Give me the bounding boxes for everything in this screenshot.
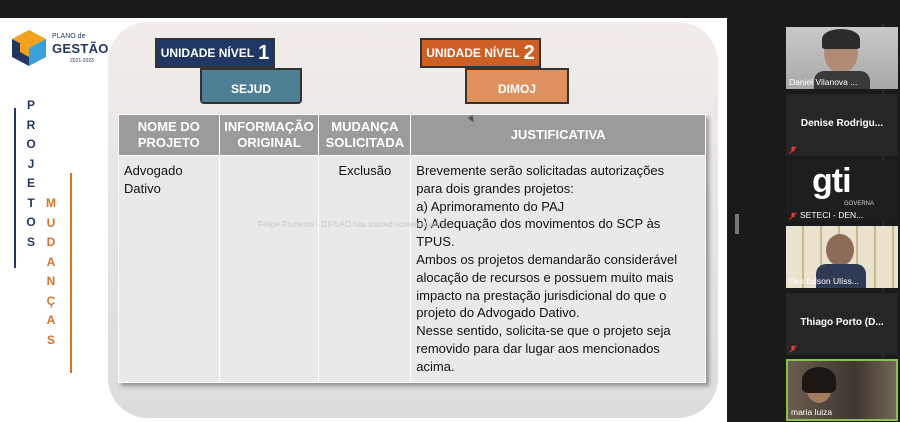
cell-requested-change: Exclusão [319, 156, 411, 383]
letter: S [26, 234, 35, 249]
cell-justification [411, 156, 706, 383]
headset-icon [822, 29, 860, 49]
justification-line: alocação de recursos e possuem muito mais [416, 269, 674, 285]
participant-name: Daniel Vilanova ... [789, 77, 858, 87]
project-name-line: Advogado [124, 163, 183, 178]
letter: J [27, 156, 35, 171]
letter: E [26, 176, 35, 190]
participant-tile[interactable] [786, 27, 898, 89]
header-informacao-original [219, 115, 319, 156]
unit1-name-box [200, 68, 302, 104]
letter: A [46, 254, 56, 269]
logo-top-text: PLANO de [52, 33, 86, 40]
letter: M [46, 196, 56, 210]
unit1-label-box [155, 38, 275, 68]
letter: Ç [46, 293, 56, 308]
vertical-word-projetos [24, 96, 38, 252]
justification-line: TPUS. [416, 234, 455, 250]
header-mudanca-solicitada [319, 115, 411, 156]
unit1-name: SEJUD [230, 82, 271, 96]
letter: U [46, 215, 56, 230]
participant-tile-active-speaker[interactable] [786, 359, 898, 421]
vertical-line-blue [14, 108, 16, 268]
participant-tile[interactable] [786, 226, 898, 288]
header-nome-do-projeto [119, 115, 220, 156]
letter: O [26, 215, 36, 229]
unit2-name: DIMOJ [497, 82, 536, 96]
header-text: ORIGINAL [237, 135, 301, 150]
letter: S [46, 332, 55, 347]
justification-line: Nesse sentido, solicita-se que o projeto seja [416, 323, 671, 339]
cell-project-name [119, 156, 220, 383]
participant-name: Thiago Porto (D... [800, 317, 884, 328]
table-row [119, 156, 706, 383]
cube-logo-icon [10, 28, 48, 68]
header-justificativa: JUSTIFICATIVA [411, 115, 706, 156]
participant-name: maria luiza [791, 407, 833, 417]
header-text: NOME DO [137, 119, 200, 134]
justification-line: impacto na prestação jurisdicional do que o [416, 287, 667, 303]
participant-tile[interactable] [786, 293, 898, 355]
project-name-line: Dativo [124, 180, 161, 196]
letter: R [26, 117, 36, 132]
letter: O [26, 137, 36, 151]
unit2-name-box [465, 68, 569, 104]
header-text: INFORMAÇÃO [224, 119, 314, 134]
vertical-word-mudancas [44, 194, 58, 350]
participant-tile[interactable] [786, 94, 898, 156]
justification-line: para dois grandes projetos: [416, 180, 574, 196]
mic-muted-icon [789, 146, 797, 154]
letter: D [46, 235, 56, 249]
participant-logo-text: gti [812, 162, 851, 200]
logo-years: 2021-2023 [70, 58, 94, 64]
unit2-label-box [420, 38, 541, 68]
participant-video-face [826, 234, 854, 266]
participant-tile[interactable] [786, 160, 898, 222]
header-text: SOLICITADA [325, 135, 405, 150]
change-request-table [118, 114, 706, 383]
table-header-row [119, 115, 706, 156]
participant-name: SETECI - DEN... [800, 210, 864, 220]
unit2-label: UNIDADE NÍVEL [426, 46, 520, 60]
plano-de-gestao-logo [10, 26, 109, 72]
participant-name: Des Edson Ulíss... [789, 276, 859, 286]
justification-line: removido para dar lugar aos mencionados [416, 340, 660, 356]
letter: N [46, 274, 56, 288]
justification-line: a) Aprimoramento do PAJ [416, 198, 565, 214]
shared-screen-slide [0, 18, 727, 422]
panel-resize-handle[interactable] [735, 214, 739, 234]
unit1-number: 1 [258, 41, 270, 64]
participant-video-hair [802, 367, 836, 393]
cell-original-info [219, 156, 319, 383]
mic-muted-icon [789, 212, 797, 220]
letter: T [27, 195, 35, 210]
letter: P [26, 98, 35, 112]
vertical-line-orange [70, 173, 72, 373]
participant-logo-subtext: GOVERNA [844, 201, 875, 207]
justification-line: acima. [416, 358, 455, 374]
screen-sharing-notification: Felipe Prudente - DIPLAO has started screen sharing [258, 220, 448, 229]
header-text: PROJETO [137, 135, 200, 150]
letter: A [46, 313, 56, 327]
justification-line: Ambos os projetos demandarão considerável [416, 251, 678, 267]
justification-line: projeto do Advogado Dativo. [416, 305, 580, 321]
header-text: MUDANÇA [331, 119, 399, 134]
justification-line: Brevemente serão solicitadas autorizações [416, 163, 665, 178]
logo-main-text: GESTÃO [52, 41, 109, 56]
participant-name: Denise Rodrigu... [800, 118, 884, 129]
mic-muted-icon [789, 345, 797, 353]
unit1-label: UNIDADE NÍVEL [160, 46, 255, 60]
justification-line: b) Adequação dos movimentos do SCP às [416, 216, 661, 232]
unit2-number: 2 [523, 41, 535, 64]
